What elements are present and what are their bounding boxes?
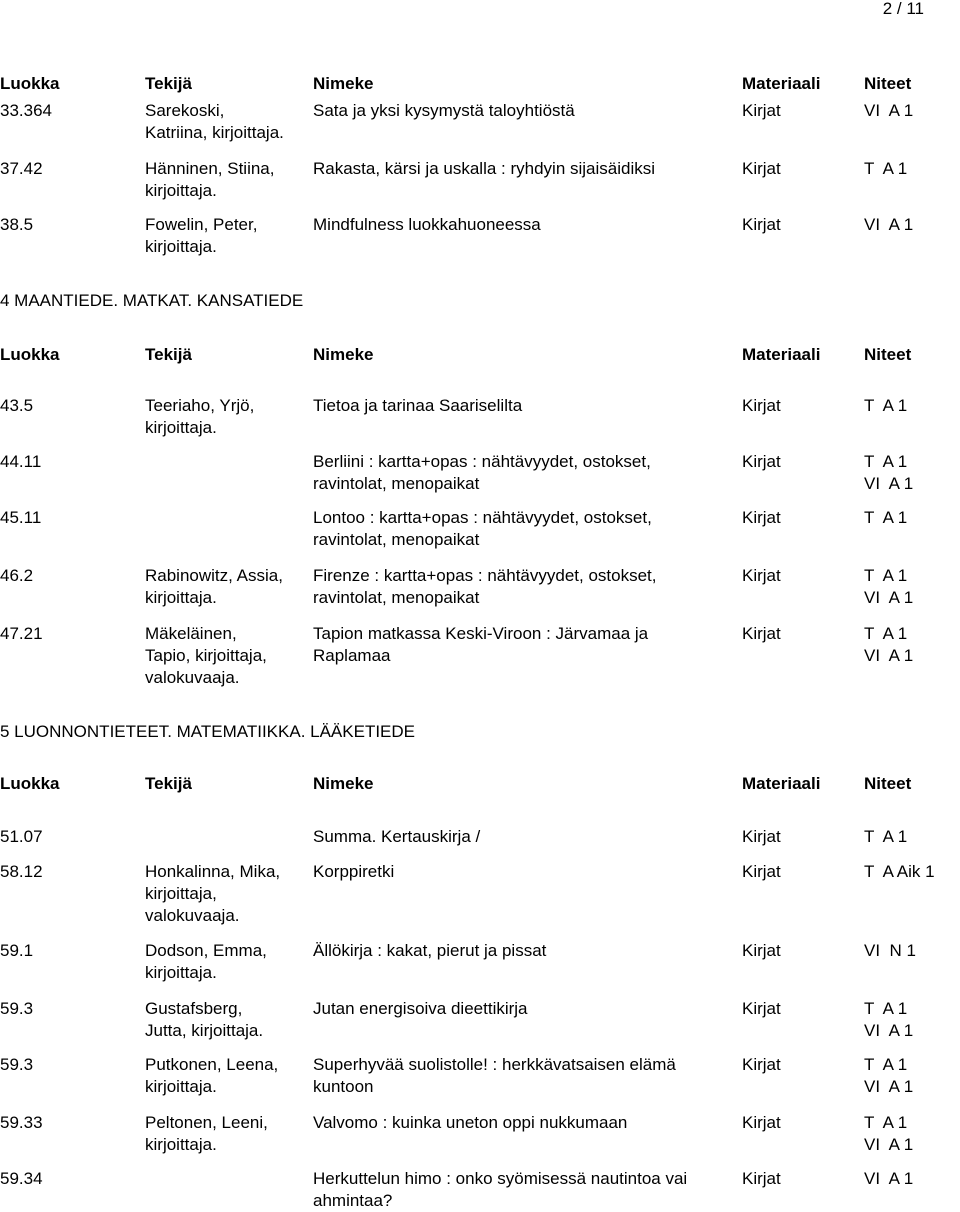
header-luokka: Luokka xyxy=(0,774,60,793)
cell-nimeke xyxy=(313,395,738,417)
table-header xyxy=(0,73,960,95)
cell-tekija xyxy=(145,861,310,927)
cell-materiaali: Kirjat xyxy=(742,508,781,527)
cell-nimeke-line: Summa. Kertauskirja / xyxy=(313,827,481,846)
cell-tekija xyxy=(145,565,310,609)
cell-tekija xyxy=(145,1054,310,1098)
cell-tekija-line: Hänninen, Stiina, xyxy=(145,159,275,178)
cell-niteet xyxy=(864,861,960,883)
cell-tekija-line: Sarekoski, xyxy=(145,101,225,120)
cell-luokka: 59.3 xyxy=(0,1055,34,1074)
cell-tekija xyxy=(145,395,310,439)
cell-tekija xyxy=(145,100,310,144)
cell-materiaali: Kirjat xyxy=(742,1169,781,1188)
cell-nimeke-line: ahmintaa? xyxy=(313,1191,393,1210)
cell-luokka: 45.11 xyxy=(0,508,42,527)
cell-tekija-line: kirjoittaja. xyxy=(145,588,217,607)
cell-nimeke-line: Korppiretki xyxy=(313,862,395,881)
cell-tekija-line: kirjoittaja. xyxy=(145,237,217,256)
cell-tekija-line: kirjoittaja. xyxy=(145,418,217,437)
cell-niteet xyxy=(864,507,960,529)
cell-nimeke-line: Sata ja yksi kysymystä taloyhtiöstä xyxy=(313,101,575,120)
header-materiaali: Materiaali xyxy=(742,345,821,364)
cell-nimeke xyxy=(313,1168,738,1212)
cell-tekija-line: Fowelin, Peter, xyxy=(145,215,258,234)
cell-materiaali: Kirjat xyxy=(742,396,781,415)
cell-tekija-line: Teeriaho, Yrjö, xyxy=(145,396,255,415)
cell-niteet-line: T A 1 xyxy=(864,452,908,471)
cell-niteet xyxy=(864,214,960,236)
cell-niteet-line: T A 1 xyxy=(864,999,908,1018)
header-niteet: Niteet xyxy=(864,774,912,793)
cell-niteet-line: VI N 1 xyxy=(864,941,916,960)
cell-tekija-line: Putkonen, Leena, xyxy=(145,1055,279,1074)
cell-luokka: 44.11 xyxy=(0,452,42,471)
cell-materiaali: Kirjat xyxy=(742,566,781,585)
cell-nimeke-line: Valvomo : kuinka uneton oppi nukkumaan xyxy=(313,1113,628,1132)
cell-niteet xyxy=(864,565,960,609)
cell-luokka: 47.21 xyxy=(0,624,43,643)
cell-luokka: 37.42 xyxy=(0,159,43,178)
cell-nimeke-line: ravintolat, menopaikat xyxy=(313,588,480,607)
cell-tekija-line: Rabinowitz, Assia, xyxy=(145,566,283,585)
cell-niteet-line: VI A 1 xyxy=(864,1135,914,1154)
cell-tekija-line: Katriina, kirjoittaja. xyxy=(145,123,284,142)
cell-niteet-line: T A 1 xyxy=(864,508,908,527)
cell-nimeke-line: kuntoon xyxy=(313,1077,374,1096)
cell-nimeke-line: ravintolat, menopaikat xyxy=(313,530,480,549)
page-number: 2 / 11 xyxy=(882,0,924,18)
cell-materiaali: Kirjat xyxy=(742,624,781,643)
cell-nimeke xyxy=(313,1112,738,1134)
cell-tekija-line: Tapio, kirjoittaja, xyxy=(145,646,267,665)
cell-niteet xyxy=(864,395,960,417)
cell-nimeke xyxy=(313,940,738,962)
cell-niteet-line: VI A 1 xyxy=(864,1077,914,1096)
cell-nimeke-line: Mindfulness luokkahuoneessa xyxy=(313,215,541,234)
cell-niteet xyxy=(864,1168,960,1190)
cell-tekija-line: Mäkeläinen, xyxy=(145,624,237,643)
cell-tekija xyxy=(145,214,310,258)
cell-luokka: 46.2 xyxy=(0,566,34,585)
cell-niteet xyxy=(864,940,960,962)
cell-nimeke-line: Tietoa ja tarinaa Saariselilta xyxy=(313,396,523,415)
cell-nimeke xyxy=(313,998,738,1020)
cell-tekija xyxy=(145,1112,310,1156)
header-niteet: Niteet xyxy=(864,74,912,93)
cell-materiaali: Kirjat xyxy=(742,1113,781,1132)
cell-luokka: 51.07 xyxy=(0,827,43,846)
header-materiaali: Materiaali xyxy=(742,74,821,93)
cell-niteet-line: T A 1 xyxy=(864,624,908,643)
header-niteet: Niteet xyxy=(864,345,912,364)
cell-niteet xyxy=(864,1054,960,1098)
cell-tekija-line: Honkalinna, Mika, xyxy=(145,862,281,881)
cell-luokka: 59.1 xyxy=(0,941,34,960)
cell-tekija-line: kirjoittaja. xyxy=(145,181,217,200)
cell-materiaali: Kirjat xyxy=(742,862,781,881)
header-tekija: Tekijä xyxy=(145,774,192,793)
cell-nimeke xyxy=(313,623,738,667)
cell-tekija-line: valokuvaaja. xyxy=(145,906,240,925)
table-header xyxy=(0,344,960,366)
cell-nimeke xyxy=(313,158,738,180)
table-header xyxy=(0,773,960,795)
cell-niteet-line: T A 1 xyxy=(864,1055,908,1074)
header-nimeke: Nimeke xyxy=(313,774,374,793)
cell-niteet xyxy=(864,826,960,848)
cell-materiaali: Kirjat xyxy=(742,827,781,846)
cell-nimeke-line: Firenze : kartta+opas : nähtävyydet, ostokset, xyxy=(313,566,657,585)
cell-tekija xyxy=(145,998,310,1042)
cell-tekija xyxy=(145,158,310,202)
cell-nimeke-line: Lontoo : kartta+opas : nähtävyydet, ostokset, xyxy=(313,508,652,527)
cell-materiaali: Kirjat xyxy=(742,101,781,120)
cell-tekija-line: Jutta, kirjoittaja. xyxy=(145,1021,264,1040)
cell-materiaali: Kirjat xyxy=(742,1055,781,1074)
cell-luokka: 59.3 xyxy=(0,999,34,1018)
cell-luokka: 59.33 xyxy=(0,1113,43,1132)
section-title: 4 MAANTIEDE. MATKAT. KANSATIEDE xyxy=(0,291,304,310)
cell-niteet xyxy=(864,100,960,122)
cell-luokka: 58.12 xyxy=(0,862,43,881)
cell-nimeke xyxy=(313,861,738,883)
cell-tekija xyxy=(145,940,310,984)
cell-tekija-line: kirjoittaja. xyxy=(145,1077,217,1096)
cell-luokka: 43.5 xyxy=(0,396,34,415)
cell-luokka: 33.364 xyxy=(0,101,52,120)
cell-nimeke xyxy=(313,1054,738,1098)
cell-materiaali: Kirjat xyxy=(742,452,781,471)
header-tekija: Tekijä xyxy=(145,74,192,93)
header-materiaali: Materiaali xyxy=(742,774,821,793)
cell-nimeke xyxy=(313,214,738,236)
cell-niteet-line: T A 1 xyxy=(864,1113,908,1132)
cell-nimeke-line: Rakasta, kärsi ja uskalla : ryhdyin sijaisäidiksi xyxy=(313,159,656,178)
cell-niteet-line: VI A 1 xyxy=(864,1169,914,1188)
cell-nimeke xyxy=(313,565,738,609)
cell-niteet-line: T A 1 xyxy=(864,396,908,415)
cell-nimeke-line: Raplamaa xyxy=(313,646,391,665)
cell-niteet-line: VI A 1 xyxy=(864,1021,914,1040)
cell-niteet-line: VI A 1 xyxy=(864,646,914,665)
header-nimeke: Nimeke xyxy=(313,74,374,93)
cell-niteet-line: T A 1 xyxy=(864,159,908,178)
cell-nimeke-line: Superhyvää suolistolle! : herkkävatsaisen elämä xyxy=(313,1055,676,1074)
cell-nimeke-line: Herkuttelun himo : onko syömisessä nautintoa vai xyxy=(313,1169,688,1188)
cell-materiaali: Kirjat xyxy=(742,215,781,234)
cell-niteet-line: T A 1 xyxy=(864,827,908,846)
cell-nimeke xyxy=(313,826,738,848)
cell-tekija-line: kirjoittaja. xyxy=(145,963,217,982)
cell-tekija-line: Dodson, Emma, xyxy=(145,941,267,960)
cell-nimeke-line: Berliini : kartta+opas : nähtävyydet, ostokset, xyxy=(313,452,651,471)
cell-niteet xyxy=(864,998,960,1042)
cell-niteet-line: VI A 1 xyxy=(864,215,914,234)
cell-nimeke-line: ravintolat, menopaikat xyxy=(313,474,480,493)
cell-tekija xyxy=(145,623,310,689)
header-luokka: Luokka xyxy=(0,345,60,364)
cell-materiaali: Kirjat xyxy=(742,999,781,1018)
cell-tekija-line: Gustafsberg, xyxy=(145,999,243,1018)
section-title: 5 LUONNONTIETEET. MATEMATIIKKA. LÄÄKETIEDE xyxy=(0,722,416,741)
cell-niteet xyxy=(864,1112,960,1156)
header-nimeke: Nimeke xyxy=(313,345,374,364)
cell-luokka: 38.5 xyxy=(0,215,34,234)
cell-niteet xyxy=(864,158,960,180)
cell-nimeke xyxy=(313,100,738,122)
cell-niteet xyxy=(864,451,960,495)
cell-tekija-line: kirjoittaja, xyxy=(145,884,217,903)
cell-luokka: 59.34 xyxy=(0,1169,43,1188)
header-luokka: Luokka xyxy=(0,74,60,93)
cell-nimeke xyxy=(313,451,738,495)
cell-nimeke-line: Tapion matkassa Keski-Viroon : Järvamaa ja xyxy=(313,624,649,643)
cell-materiaali: Kirjat xyxy=(742,159,781,178)
cell-nimeke xyxy=(313,507,738,551)
cell-niteet-line: VI A 1 xyxy=(864,474,914,493)
cell-niteet-line: VI A 1 xyxy=(864,588,914,607)
cell-nimeke-line: Ällökirja : kakat, pierut ja pissat xyxy=(313,941,547,960)
cell-niteet-line: T A Aik 1 xyxy=(864,862,935,881)
cell-nimeke-line: Jutan energisoiva dieettikirja xyxy=(313,999,528,1018)
cell-tekija-line: valokuvaaja. xyxy=(145,668,240,687)
cell-tekija-line: kirjoittaja. xyxy=(145,1135,217,1154)
cell-niteet-line: T A 1 xyxy=(864,566,908,585)
cell-niteet-line: VI A 1 xyxy=(864,101,914,120)
header-tekija: Tekijä xyxy=(145,345,192,364)
cell-tekija-line: Peltonen, Leeni, xyxy=(145,1113,268,1132)
cell-materiaali: Kirjat xyxy=(742,941,781,960)
cell-niteet xyxy=(864,623,960,667)
